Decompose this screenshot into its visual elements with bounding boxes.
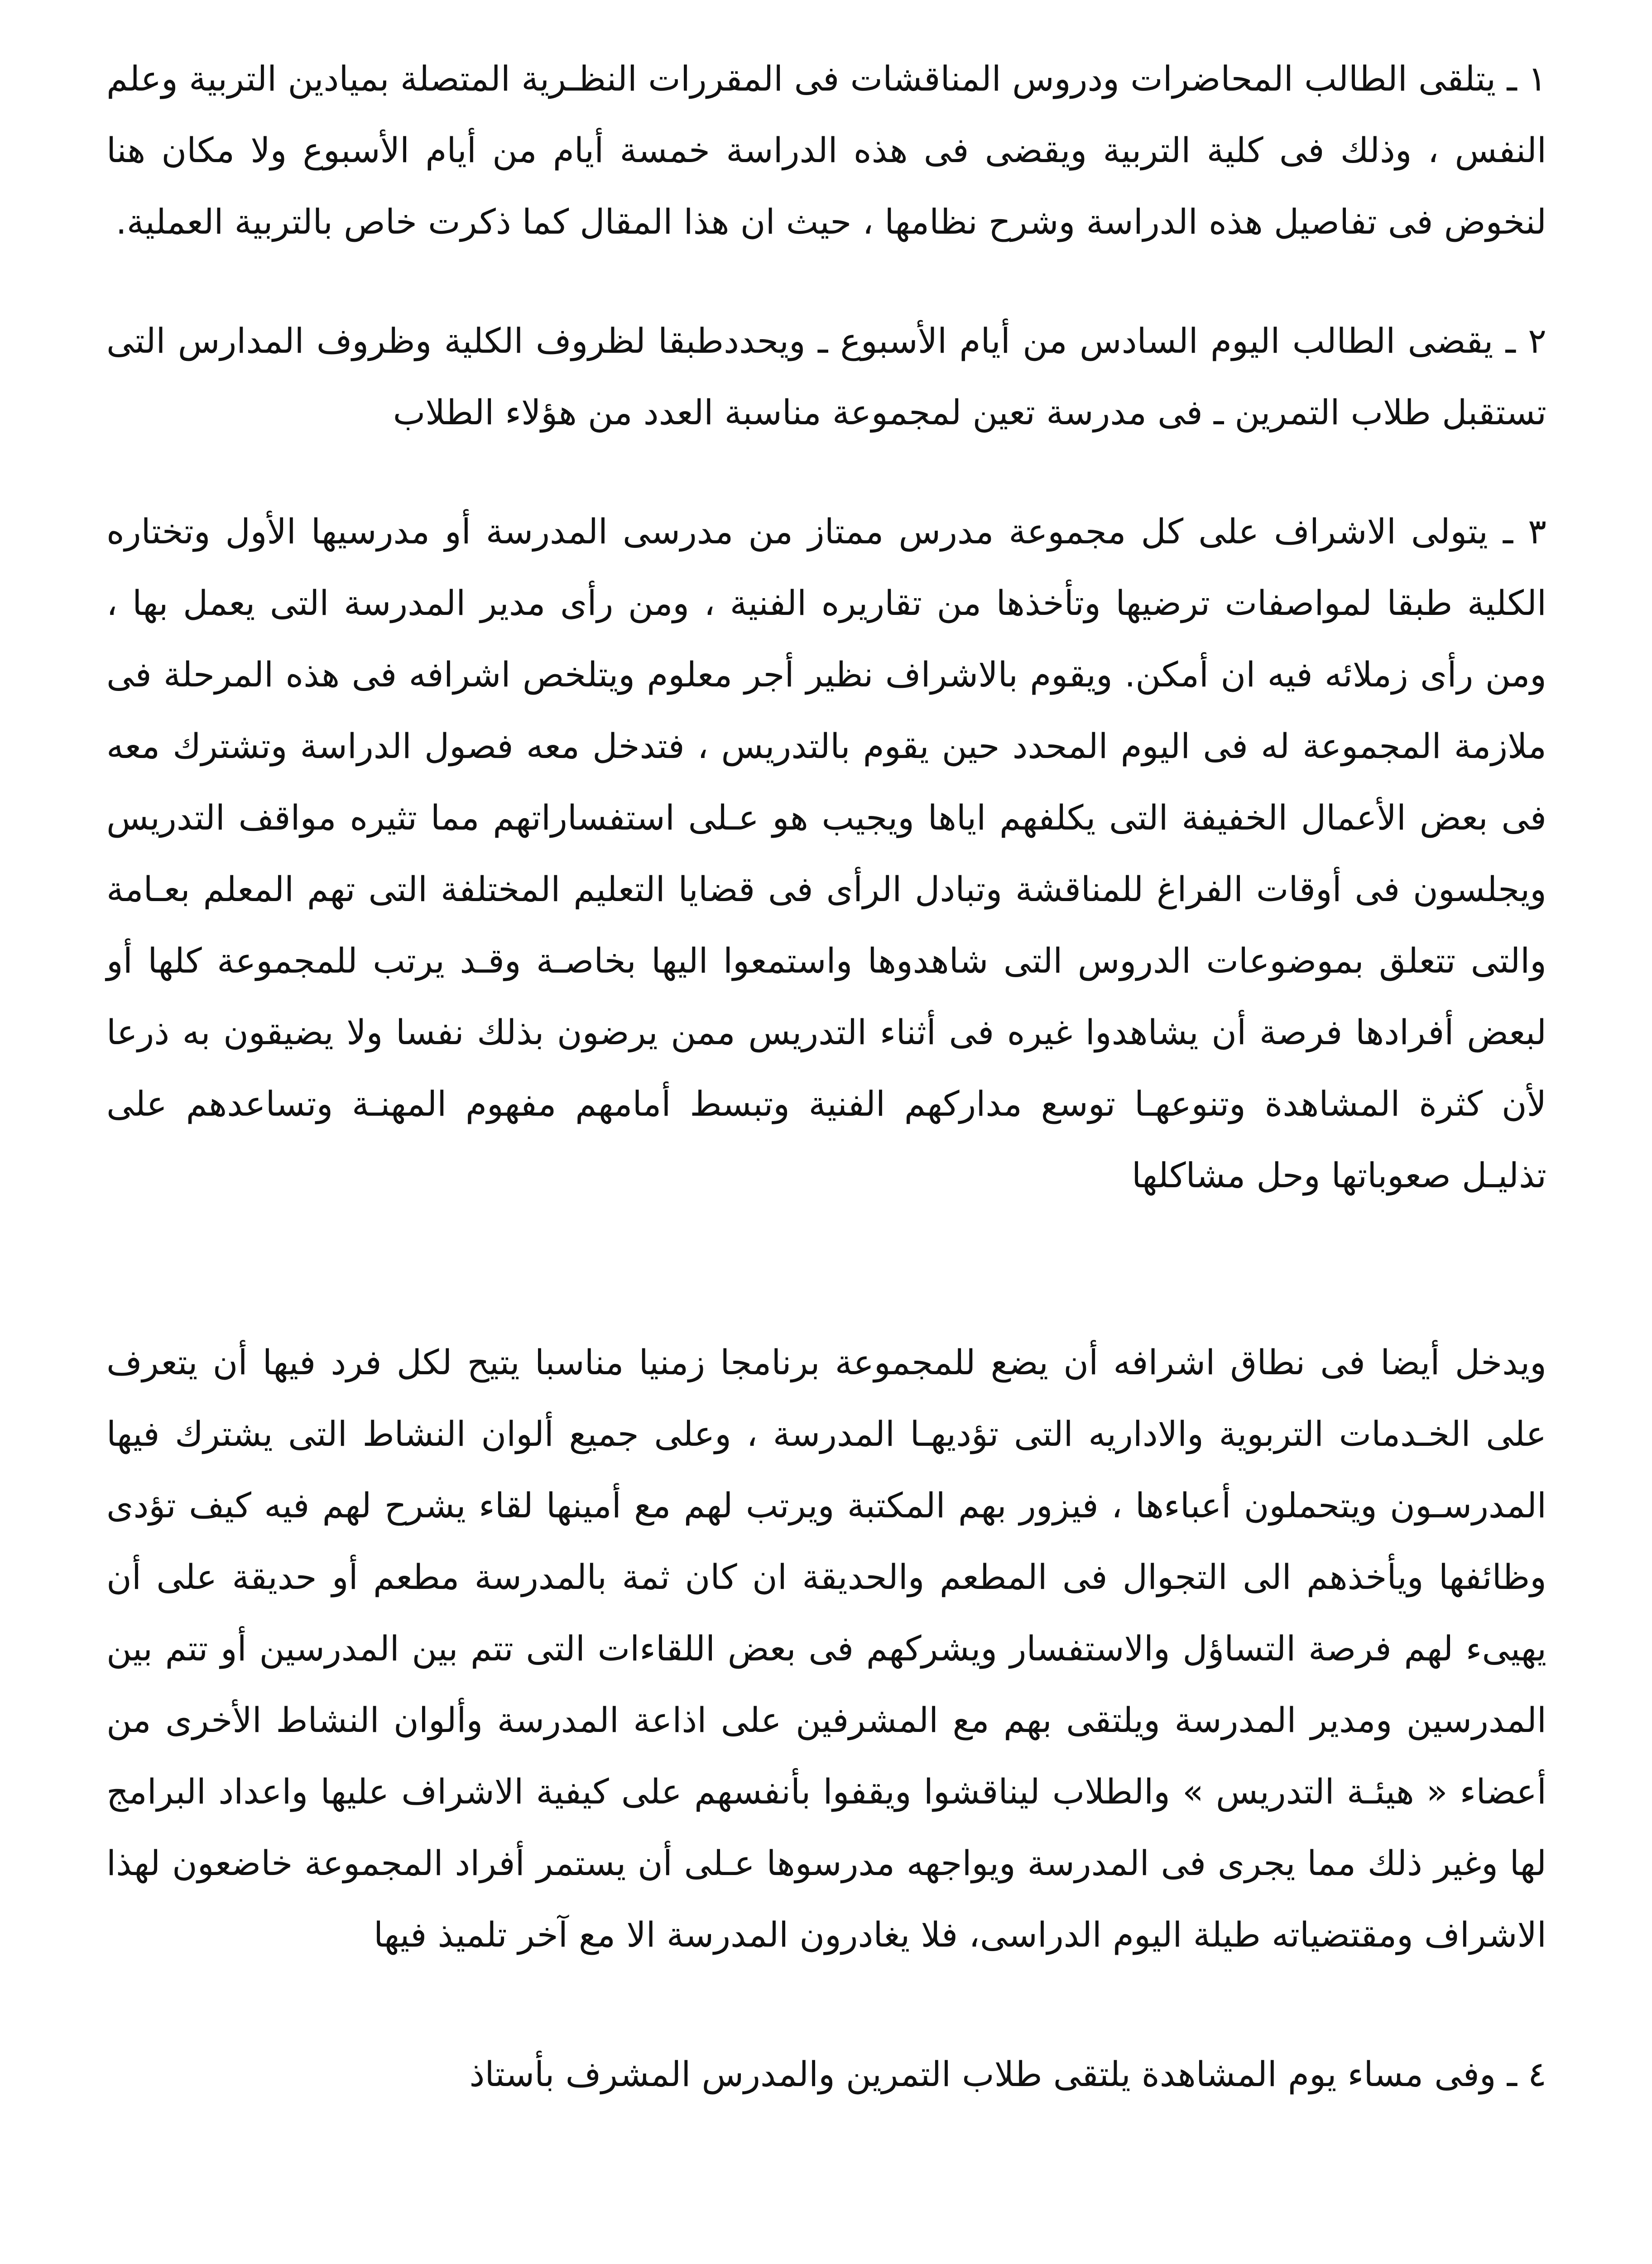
paragraph-1: ١ ـ يتلقى الطالب المحاضرات ودروس المناقشات فى المقررات النظـرية المتصلة بميادين التربية وعلم النفس ، وذلك فى كلية التربية ويقضى فى هذه الدراسة خمسة أيام من أيام الأسبوع ولا مكان هنا لنخوض فى تفاصيل هذه الدراسة وشرح نظامها ، حيث ان هذا المقال كما ذكرت خاص بالتربية العملية. bbox=[106, 58, 1546, 242]
paragraph-3: ٣ ـ يتولى الاشراف على كل مجموعة مدرس ممتاز من مدرسى المدرسة أو مدرسيها الأول وتختاره الكلية طبقا لمواصفات ترضيها وتأخذها من تقاريره الفنية ، ومن رأى مدير المدرسة التى يعمل بها ، ومن رأى زملائه فيه ان أمكن. ويقوم بالاشراف نظير أجر معلوم ويتلخص اشرافه فى هذه المرحلة فى ملازمة المجموعة له فى اليوم المحدد حين يقوم بالتدريس ، فتدخل معه فصول الدراسة وتشترك معه فى بعض الأعمال الخفيفة التى يكلفهم اياها ويجيب هو عـلى استفساراتهم مما تثيره مواقف التدريس ويجلسون فى أوقات الفراغ للمناقشة وتبادل الرأى فى قضايا التعليم المختلفة التى تهم المعلم بعـامة والتى تتعلق بموضوعات الدروس التى شاهدوها واستمعوا اليها بخاصـة وقـد يرتب للمجموعة كلها أو لبعض أفرادها فرصة أن يشاهدوا غيره فى أثناء التدريس ممن يرضون بذلك نفسا ولا يضيقون به ذرعا لأن كثرة المشاهدة وتنوعهـا توسع مداركهم الفنية وتبسط أمامهم مفهوم المهنـة وتساعدهم على تذليـل صعوباتها وحل مشاكلها bbox=[106, 511, 1546, 1195]
text-column bbox=[106, 43, 1546, 2110]
paragraph-4: ويدخل أيضا فى نطاق اشرافه أن يضع للمجموعة برنامجا زمنيا مناسبا يتيح لكل فرد فيها أن يتعرف على الخـدمات التربوية والاداريه التى تؤديهـا المدرسة ، وعلى جميع ألوان النشاط التى يشترك فيها المدرسـون ويتحملون أعباءها ، فيزور بهم المكتبة ويرتب لهم مع أمينها لقاء يشرح لهم فيه كيف تؤدى وظائفها ويأخذهم الى التجوال فى المطعم والحديقة ان كان ثمة بالمدرسة مطعم أو حديقة على أن يهيىء لهم فرصة التساؤل والاستفسار ويشركهم فى بعض اللقاءات التى تتم بين المدرسين أو تتم بين المدرسين ومدير المدرسة ويلتقى بهم مع المشرفين على اذاعة المدرسة وألوان النشاط الأخرى من أعضاء « هيئـة التدريس » والطلاب ليناقشوا ويقفوا بأنفسهم على كيفية الاشراف عليها واعداد البرامج لها وغير ذلك مما يجرى فى المدرسة ويواجهه مدرسوها عـلى أن يستمر أفراد المجموعة خاضعون لهذا الاشراف ومقتضياته طيلة اليوم الدراسى، فلا يغادرون المدرسة الا مع آخر تلميذ فيها bbox=[106, 1342, 1546, 1955]
paragraph-5: ٤ ـ وفى مساء يوم المشاهدة يلتقى طلاب التمرين والمدرس المشرف بأستاذ bbox=[469, 2054, 1546, 2094]
paragraph-2: ٢ ـ يقضى الطالب اليوم السادس من أيام الأسبوع ـ ويحددطبقا لظروف الكلية وظروف المدارس التى تستقبل طلاب التمرين ـ فى مدرسة تعين لمجموعة مناسبة العدد من هؤلاء الطلاب bbox=[106, 321, 1546, 432]
